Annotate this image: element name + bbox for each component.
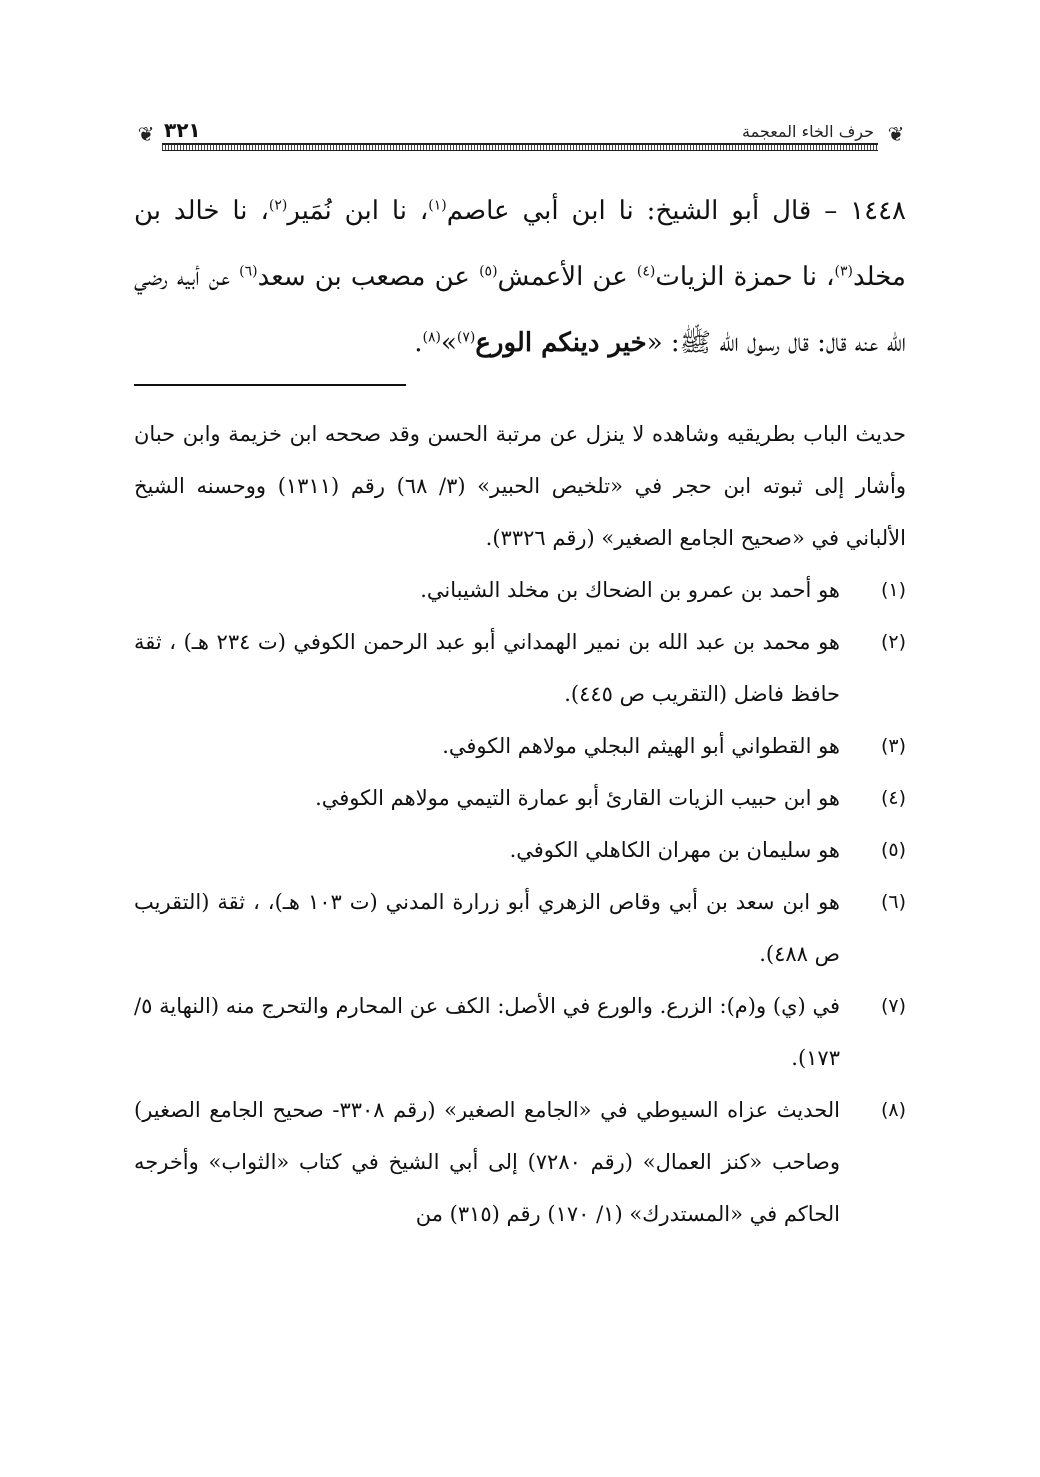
ornament-right-icon: ❦ bbox=[887, 122, 905, 146]
footnote-text: هو القطواني أبو الهيثم البجلي مولاهم الكوفي. bbox=[442, 734, 840, 758]
footnote-text: الحديث عزاه السيوطي في «الجامع الصغير» (رقم ٣٣٠٨- صحيح الجامع الصغير) وصاحب «كنز العمال» (رقم ٧٢٨٠) إلى أبي الشيخ في كتاب «الثواب» وأخرجه الحاكم في «المستدرك» (١/ ١٧٠) رقم (٣١٥) من bbox=[134, 1098, 840, 1226]
footnote-ref: (٦) bbox=[239, 263, 258, 280]
footnote-ref: (٣) bbox=[834, 263, 854, 280]
isnad-part: قال أبو الشيخ: نا ابن أبي عاصم bbox=[446, 196, 812, 226]
running-title: حرف الخاء المعجمة bbox=[742, 122, 874, 141]
footnote-number: (١) bbox=[880, 579, 906, 601]
footnote-ref: (١) bbox=[428, 197, 447, 214]
footnote bbox=[134, 1084, 906, 1240]
footnotes-block bbox=[134, 408, 906, 1240]
footnote-separator bbox=[134, 384, 406, 386]
ornament-left-icon: ❦ bbox=[137, 122, 155, 146]
footnote bbox=[134, 772, 906, 824]
isnad-part: ، نا حمزة الزيات bbox=[655, 262, 835, 292]
footnote-number: (٥) bbox=[880, 839, 906, 861]
footnote-number: (٦) bbox=[880, 891, 906, 913]
footnote bbox=[134, 980, 906, 1084]
hadith-dash: – bbox=[811, 196, 851, 226]
hadith-block bbox=[134, 178, 906, 376]
footnote-ref: (٧) bbox=[456, 329, 476, 346]
footnote-number: (٢) bbox=[880, 631, 906, 653]
hadith-number: ١٤٤٨ bbox=[850, 196, 906, 226]
isnad-part: ، نا خالد بن مخلد bbox=[134, 196, 906, 292]
footnote-ref: (٥) bbox=[479, 263, 498, 280]
isnad-part: . bbox=[414, 328, 423, 358]
isnad-part: عن الأعمش bbox=[497, 262, 637, 292]
page-number: ٣٢١ bbox=[164, 118, 201, 142]
commentary-paragraph: حديث الباب بطريقيه وشاهده لا ينزل عن مرتبة الحسن وقد صححه ابن خزيمة وابن حبان وأشار إلى ثبوته ابن حجر في «تلخيص الحبير» (٣/ ٦٨) رقم (١٣١١) ووحسنه الشيخ الألباني في «صحيح الجامع الصغير» (رقم ٣٣٢٦). bbox=[134, 422, 906, 550]
isnad-part: » bbox=[441, 328, 457, 358]
footnote bbox=[134, 876, 906, 980]
footnote-ref: (٢) bbox=[268, 197, 288, 214]
footnote-number: (٤) bbox=[880, 787, 906, 809]
footnote-ref: (٤) bbox=[636, 263, 656, 280]
footnote-ref: (٨) bbox=[422, 329, 441, 346]
footnote bbox=[134, 564, 906, 616]
isnad-part: عن أبيه رضي الله عنه قال: قال رسول الله ﷺ: « bbox=[134, 262, 906, 358]
footnote-text: هو محمد بن عبد الله بن نمير الهمداني أبو عبد الرحمن الكوفي (ت ٢٣٤ هـ) ، ثقة حافظ فاضل (التقريب ص ٤٤٥). bbox=[134, 630, 840, 706]
footnote-number: (٣) bbox=[880, 735, 906, 757]
footnote bbox=[134, 720, 906, 772]
footnote-number: (٨) bbox=[880, 1099, 906, 1121]
header-rule bbox=[162, 143, 878, 151]
running-header bbox=[138, 112, 904, 148]
hadith-text: خير دينكم الورع bbox=[475, 328, 647, 358]
footnote bbox=[134, 616, 906, 720]
footnote-text: هو أحمد بن عمرو بن الضحاك بن مخلد الشيباني. bbox=[420, 578, 840, 602]
footnote-text: هو سليمان بن مهران الكاهلي الكوفي. bbox=[509, 838, 840, 862]
footnote-text: هو ابن سعد بن أبي وقاص الزهري أبو زرارة المدني (ت ١٠٣ هـ)، ، ثقة (التقريب ص ٤٨٨). bbox=[134, 890, 840, 966]
footnote-text: هو ابن حبيب الزيات القارئ أبو عمارة التيمي مولاهم الكوفي. bbox=[315, 786, 840, 810]
isnad-part: عن مصعب بن سعد bbox=[257, 262, 480, 292]
footnote bbox=[134, 824, 906, 876]
isnad-part: ، نا ابن نُمَير bbox=[287, 196, 429, 226]
footnote-number: (٧) bbox=[880, 995, 906, 1017]
footnote-text: في (ي) و(م): الزرع. والورع في الأصل: الكف عن المحارم والتحرج منه (النهاية ٥/ ١٧٣). bbox=[134, 994, 840, 1070]
